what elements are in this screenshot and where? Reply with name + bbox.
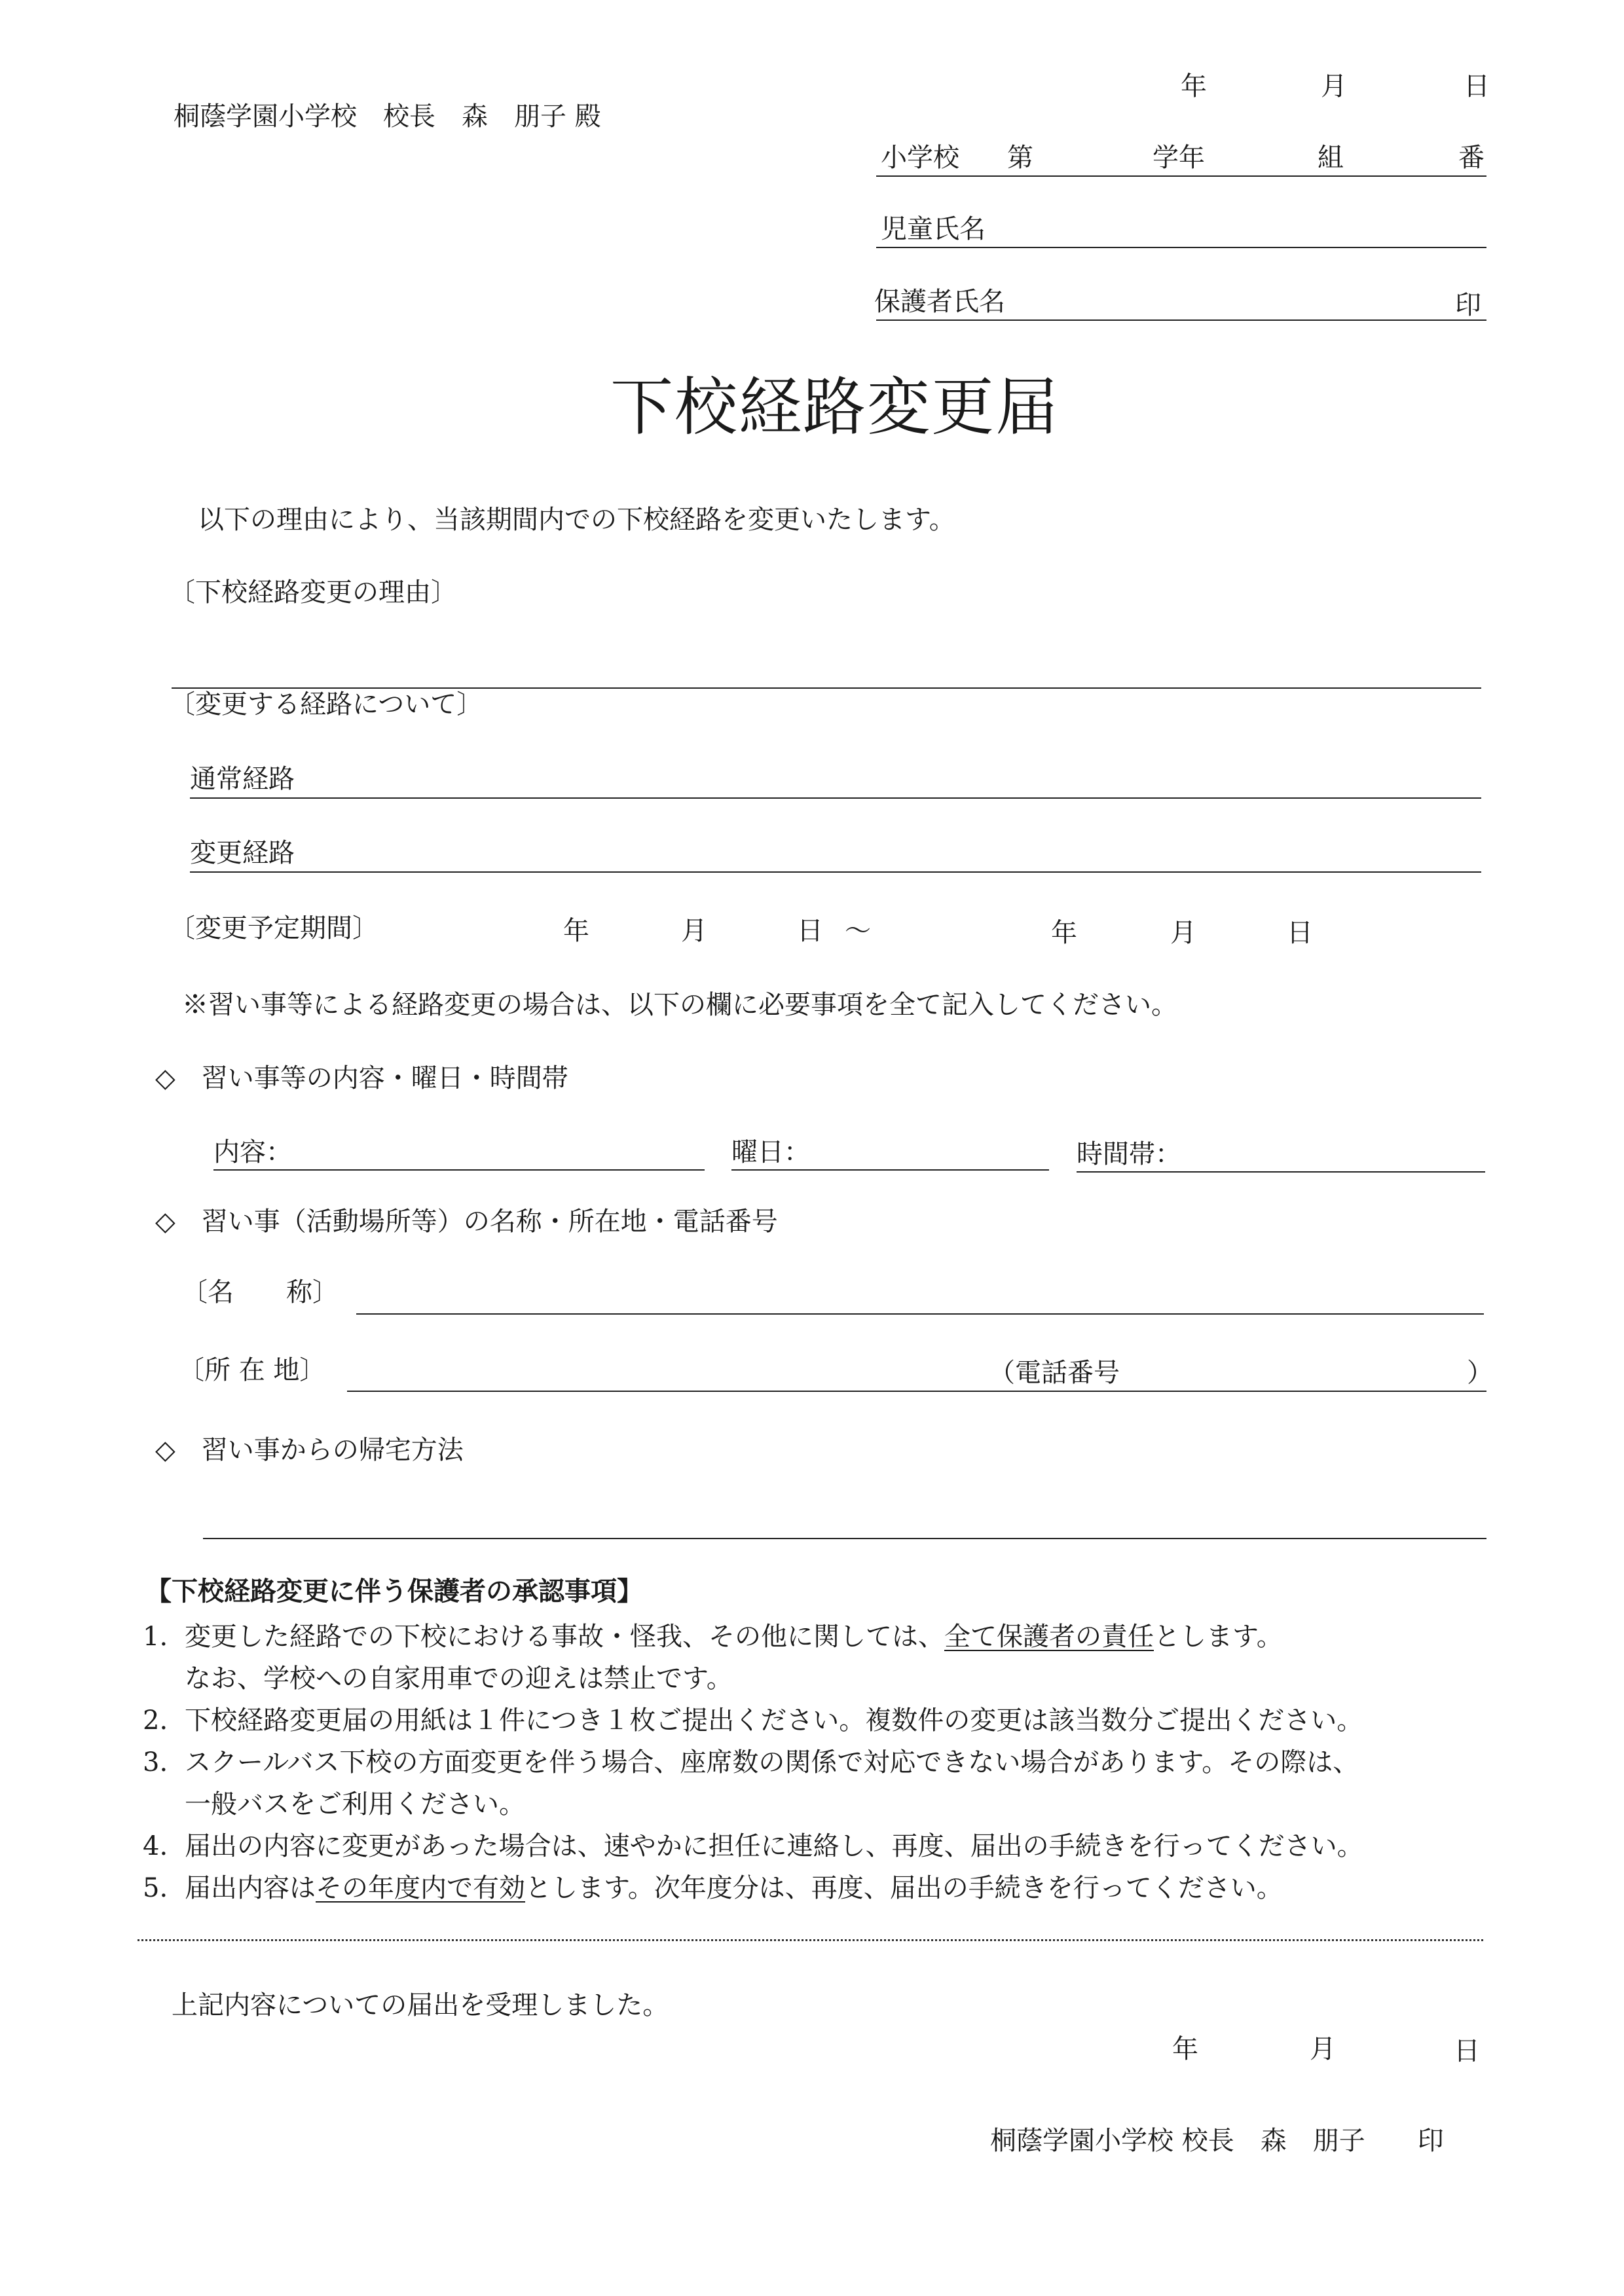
normal-route-label: 通常経路 <box>190 764 295 794</box>
period-start-month: 月 <box>681 916 707 946</box>
period-end-day: 日 <box>1287 918 1313 948</box>
child-name-field[interactable] <box>876 247 1486 248</box>
consent-item-1-num: 1. <box>143 1622 168 1652</box>
lesson-content-field[interactable] <box>213 1169 705 1171</box>
lesson-phone-label: （電話番号 <box>989 1358 1120 1388</box>
header-date-year: 年 <box>1181 71 1207 101</box>
child-name-label: 児童氏名 <box>881 214 986 244</box>
guardian-name-label: 保護者氏名 <box>874 287 1005 317</box>
guardian-name-field[interactable] <box>876 319 1486 321</box>
return-method-field[interactable] <box>203 1538 1486 1539</box>
grade-row-grade: 学年 <box>1153 143 1205 173</box>
period-label: 〔変更予定期間〕 <box>169 913 378 943</box>
consent-item-5-emphasis: その年度内で有効 <box>316 1873 525 1903</box>
consent-item-4-num: 4. <box>143 1831 168 1861</box>
header-date-day: 日 <box>1464 71 1490 101</box>
lesson-note: ※習い事等による経路変更の場合は、以下の欄に必要事項を全て記入してください。 <box>182 990 1177 1020</box>
consent-item-3-num: 3. <box>143 1747 168 1777</box>
consent-item-4: 届出の内容に変更があった場合は、速やかに担任に連絡し、再度、届出の手続きを行ってください。 <box>185 1831 1363 1861</box>
grade-row-class: 組 <box>1318 143 1344 173</box>
consent-item-1-cont: なお、学校への自家用車での迎えは禁止です。 <box>185 1664 733 1694</box>
period-start-year: 年 <box>563 916 589 946</box>
receipt-date-year: 年 <box>1172 2034 1198 2064</box>
principal-signature: 桐蔭学園小学校 校長 森 朋子 印 <box>990 2126 1444 2156</box>
consent-heading: 【下校経路変更に伴う保護者の承認事項】 <box>145 1576 643 1607</box>
lesson-time-field[interactable] <box>1077 1171 1485 1173</box>
consent-item-1: 変更した経路での下校における事故・怪我、その他に関しては、全て保護者の責任とします。 <box>185 1622 1283 1652</box>
grade-row-line[interactable] <box>876 175 1486 177</box>
addressee: 桐蔭学園小学校 校長 森 朋子 殿 <box>174 101 601 132</box>
consent-item-3-cont: 一般バスをご利用ください。 <box>185 1789 525 1819</box>
lesson-section2-heading: ◇ 習い事（活動場所等）の名称・所在地・電話番号 <box>155 1207 778 1237</box>
period-end-month: 月 <box>1170 918 1196 948</box>
header-date-month: 月 <box>1321 71 1347 101</box>
receipt-date-month: 月 <box>1310 2034 1336 2064</box>
lesson-address-field[interactable] <box>347 1391 1486 1392</box>
consent-item-2: 下校経路変更届の用紙は１件につき１枚ご提出ください。複数件の変更は該当数分ご提出ください。 <box>185 1705 1363 1736</box>
period-end-year: 年 <box>1051 918 1077 948</box>
grade-row-dai: 第 <box>1007 143 1033 173</box>
period-start-day: 日 <box>797 916 823 946</box>
changed-route-field[interactable] <box>190 871 1481 873</box>
lesson-time-label: 時間帯： <box>1077 1139 1181 1169</box>
route-label: 〔変更する経路について〕 <box>169 689 483 720</box>
receipt-date-day: 日 <box>1454 2036 1480 2066</box>
guardian-seal: 印 <box>1455 290 1481 320</box>
lesson-content-label: 内容： <box>213 1137 292 1167</box>
consent-item-5-num: 5. <box>143 1873 168 1903</box>
lesson-section3-heading: ◇ 習い事からの帰宅方法 <box>155 1435 464 1465</box>
intro-text: 以下の理由により、当該期間内での下校経路を変更いたします。 <box>198 505 955 535</box>
lesson-section1-heading: ◇ 習い事等の内容・曜日・時間帯 <box>155 1063 568 1093</box>
consent-item-2-num: 2. <box>143 1705 168 1736</box>
consent-item-5: 届出内容はその年度内で有効とします。次年度分は、再度、届出の手続きを行ってください。 <box>185 1873 1283 1903</box>
changed-route-label: 変更経路 <box>190 838 295 868</box>
normal-route-field[interactable] <box>190 797 1481 799</box>
receipt-text: 上記内容についての届出を受理しました。 <box>172 1990 669 2020</box>
page-title: 下校経路変更届 <box>610 371 1060 444</box>
grade-row-number: 番 <box>1458 143 1485 173</box>
reason-label: 〔下校経路変更の理由〕 <box>169 577 457 608</box>
lesson-name-label: 〔名 称〕 <box>181 1277 339 1307</box>
cut-line <box>138 1939 1483 1941</box>
period-tilde: ～ <box>845 916 871 946</box>
lesson-day-field[interactable] <box>731 1169 1049 1171</box>
lesson-name-field[interactable] <box>356 1313 1484 1315</box>
reason-field[interactable] <box>172 687 1481 689</box>
consent-item-1-emphasis: 全て保護者の責任 <box>944 1622 1154 1652</box>
lesson-address-label: 〔所 在 地〕 <box>178 1355 326 1385</box>
grade-row-school: 小学校 <box>881 143 959 173</box>
lesson-day-label: 曜日： <box>731 1137 810 1167</box>
lesson-phone-close: ） <box>1467 1358 1493 1388</box>
consent-item-3: スクールバス下校の方面変更を伴う場合、座席数の関係で対応できない場合があります。その際は、 <box>185 1747 1359 1777</box>
